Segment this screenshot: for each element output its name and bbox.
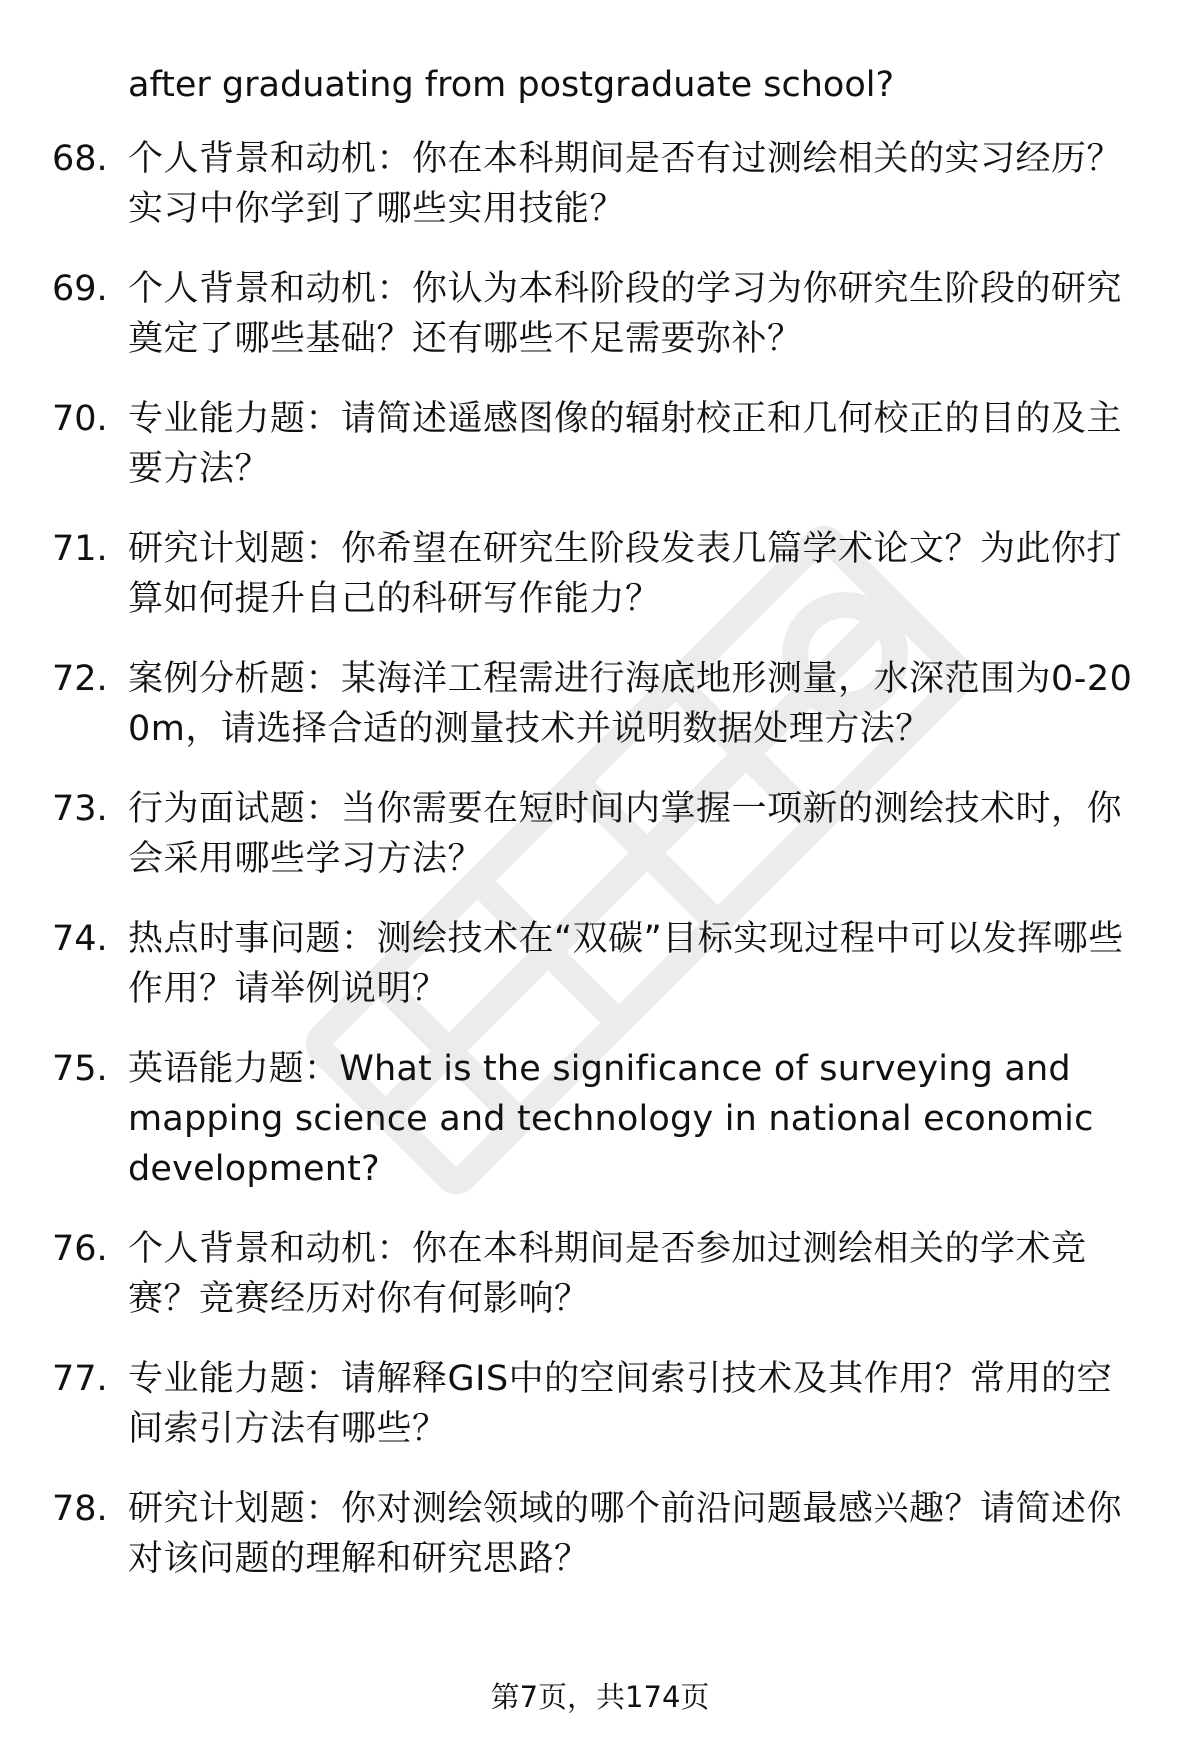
question-item: [0, 524, 1200, 654]
question-text: 专业能力题：请简述遥感图像的辐射校正和几何校正的目的及主要方法？: [128, 399, 1123, 489]
question-text: 研究计划题：你希望在研究生阶段发表几篇学术论文？为此你打算如何提升自己的科研写作能力？: [128, 529, 1123, 619]
question-text: 热点时事问题：测绘技术在“双碳”目标实现过程中可以发挥哪些作用？请举例说明？: [128, 919, 1124, 1009]
question-item: [0, 914, 1200, 1044]
question-number: 69.: [52, 269, 108, 309]
question-number: 73.: [52, 789, 108, 829]
question-item: [0, 1224, 1200, 1354]
question-number: 68.: [52, 139, 108, 179]
question-number: 70.: [52, 399, 108, 439]
question-item: [0, 784, 1200, 914]
question-item: [0, 394, 1200, 524]
question-number: 74.: [52, 919, 108, 959]
question-number: 75.: [52, 1049, 108, 1089]
question-number: 76.: [52, 1229, 108, 1269]
question-text: 研究计划题：你对测绘领域的哪个前沿问题最感兴趣？请简述你对该问题的理解和研究思路？: [128, 1489, 1123, 1579]
question-text: 英语能力题：What is the significance of surveying and mapping science and technology in national economic development?: [128, 1049, 1094, 1189]
question-text: 个人背景和动机：你在本科期间是否有过测绘相关的实习经历？实习中你学到了哪些实用技能？: [128, 139, 1123, 229]
question-continuation: after graduating from postgraduate school?: [128, 65, 895, 105]
question-item: [0, 1354, 1200, 1484]
question-text: 个人背景和动机：你认为本科阶段的学习为你研究生阶段的研究奠定了哪些基础？还有哪些不足需要弥补？: [128, 269, 1123, 359]
question-item: [0, 264, 1200, 394]
question-item: [0, 1044, 1200, 1224]
question-number: 72.: [52, 659, 108, 699]
question-item: [0, 654, 1200, 784]
question-item: [0, 1484, 1200, 1614]
question-number: 77.: [52, 1359, 108, 1399]
page-footer: 第7页，共174页: [490, 1680, 710, 1714]
question-number: 78.: [52, 1489, 108, 1529]
question-text: 案例分析题：某海洋工程需进行海底地形测量，水深范围为0-200m，请选择合适的测量技术并说明数据处理方法？: [128, 659, 1133, 749]
question-number: 71.: [52, 529, 108, 569]
question-text: 行为面试题：当你需要在短时间内掌握一项新的测绘技术时，你会采用哪些学习方法？: [128, 789, 1123, 879]
question-text: 专业能力题：请解释GIS中的空间索引技术及其作用？常用的空间索引方法有哪些？: [128, 1359, 1113, 1449]
question-list: [0, 134, 1200, 1614]
question-item: [0, 134, 1200, 264]
question-text: 个人背景和动机：你在本科期间是否参加过测绘相关的学术竞赛？竞赛经历对你有何影响？: [128, 1229, 1087, 1319]
